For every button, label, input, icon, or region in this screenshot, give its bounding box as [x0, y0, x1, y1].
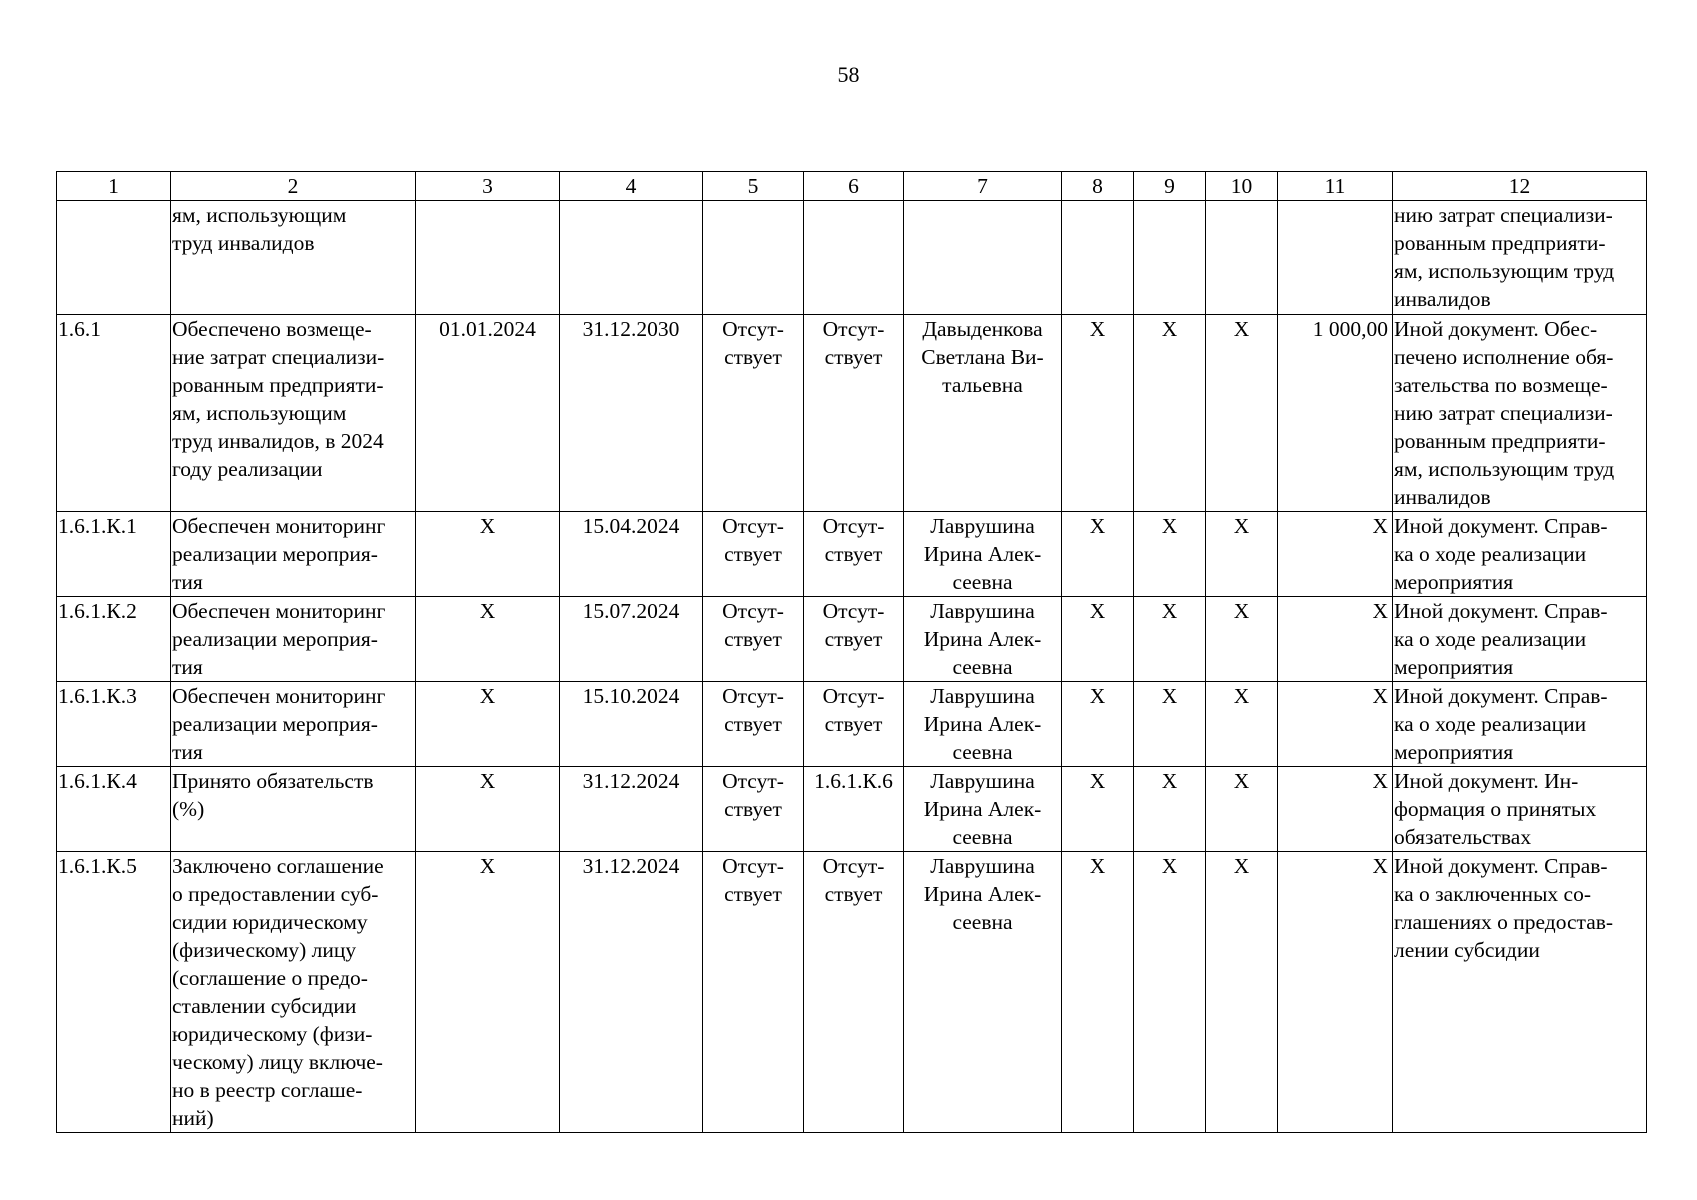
row-number: 1.6.1 — [57, 315, 171, 512]
row-number: 1.6.1.К.4 — [57, 767, 171, 852]
row-end-date: 31.12.2030 — [560, 315, 703, 512]
row-end-date — [560, 201, 703, 315]
row-description: Обеспечен мониторинг реализации мероприя- тия — [171, 512, 416, 597]
row-predecessor: Отсут- ствует — [703, 682, 804, 767]
table-row — [57, 682, 1647, 767]
row-end-date: 15.04.2024 — [560, 512, 703, 597]
row-document: нию затрат специализи- рованным предприяти- ям, использующим труд инвалидов — [1393, 201, 1647, 315]
row-start-date: Х — [416, 597, 560, 682]
row-number — [57, 201, 171, 315]
row-col9: Х — [1134, 512, 1206, 597]
row-col10: Х — [1206, 767, 1278, 852]
row-document: Иной документ. Обес- печено исполнение обя- зательства по возмеще- нию затрат специализи- рованным предприяти- ям, использующим труд инвалидов — [1393, 315, 1647, 512]
row-document: Иной документ. Справ- ка о ходе реализации мероприятия — [1393, 682, 1647, 767]
row-description: Заключено соглашение о предоставлении суб- сидии юридическому (физическому) лицу (соглашение о предо- ставлении субсидии юридическому (физи- ческому) лицу включе- но в реестр соглаше- ний) — [171, 852, 416, 1133]
column-header: 6 — [804, 172, 904, 201]
row-responsible: Лаврушина Ирина Алек- сеевна — [904, 767, 1062, 852]
row-responsible: Лаврушина Ирина Алек- сеевна — [904, 512, 1062, 597]
row-document: Иной документ. Ин- формация о принятых обязательствах — [1393, 767, 1647, 852]
row-responsible: Лаврушина Ирина Алек- сеевна — [904, 852, 1062, 1133]
row-start-date — [416, 201, 560, 315]
row-amount: 1 000,00 — [1278, 315, 1393, 512]
column-header: 3 — [416, 172, 560, 201]
row-col8: Х — [1062, 682, 1134, 767]
column-header: 10 — [1206, 172, 1278, 201]
row-col10 — [1206, 201, 1278, 315]
row-document: Иной документ. Справ- ка о ходе реализации мероприятия — [1393, 597, 1647, 682]
row-number: 1.6.1.К.2 — [57, 597, 171, 682]
table-header — [57, 172, 1647, 201]
row-start-date: Х — [416, 682, 560, 767]
row-successor: 1.6.1.К.6 — [804, 767, 904, 852]
row-successor: Отсут- ствует — [804, 682, 904, 767]
row-amount: Х — [1278, 512, 1393, 597]
row-responsible: Давыденкова Светлана Ви- тальевна — [904, 315, 1062, 512]
row-amount: Х — [1278, 767, 1393, 852]
row-end-date: 31.12.2024 — [560, 767, 703, 852]
row-description: Принято обязательств (%) — [171, 767, 416, 852]
row-end-date: 15.07.2024 — [560, 597, 703, 682]
column-header: 7 — [904, 172, 1062, 201]
column-header: 2 — [171, 172, 416, 201]
row-description: Обеспечено возмеще- ние затрат специализи- рованным предприяти- ям, использующим труд инвалидов, в 2024 году реализации — [171, 315, 416, 512]
table-row — [57, 597, 1647, 682]
column-header: 12 — [1393, 172, 1647, 201]
row-description: ям, использующим труд инвалидов — [171, 201, 416, 315]
row-successor: Отсут- ствует — [804, 512, 904, 597]
row-predecessor: Отсут- ствует — [703, 512, 804, 597]
row-col10: Х — [1206, 852, 1278, 1133]
row-amount: Х — [1278, 682, 1393, 767]
row-responsible: Лаврушина Ирина Алек- сеевна — [904, 597, 1062, 682]
row-description: Обеспечен мониторинг реализации мероприя- тия — [171, 682, 416, 767]
row-start-date: Х — [416, 852, 560, 1133]
page-number: 58 — [837, 62, 860, 87]
row-col9: Х — [1134, 597, 1206, 682]
row-col10: Х — [1206, 597, 1278, 682]
row-number: 1.6.1.К.5 — [57, 852, 171, 1133]
row-col9: Х — [1134, 852, 1206, 1133]
column-header: 8 — [1062, 172, 1134, 201]
row-start-date: Х — [416, 767, 560, 852]
row-col8: Х — [1062, 315, 1134, 512]
table-row — [57, 852, 1647, 1133]
row-col8 — [1062, 201, 1134, 315]
row-number: 1.6.1.К.3 — [57, 682, 171, 767]
row-predecessor: Отсут- ствует — [703, 767, 804, 852]
row-responsible: Лаврушина Ирина Алек- сеевна — [904, 682, 1062, 767]
row-end-date: 15.10.2024 — [560, 682, 703, 767]
row-successor — [804, 201, 904, 315]
table-row — [57, 315, 1647, 512]
column-header: 4 — [560, 172, 703, 201]
row-successor: Отсут- ствует — [804, 852, 904, 1133]
row-col8: Х — [1062, 767, 1134, 852]
row-col9: Х — [1134, 767, 1206, 852]
column-header: 5 — [703, 172, 804, 201]
row-col10: Х — [1206, 512, 1278, 597]
row-amount: Х — [1278, 852, 1393, 1133]
column-header: 9 — [1134, 172, 1206, 201]
row-predecessor: Отсут- ствует — [703, 597, 804, 682]
row-col10: Х — [1206, 682, 1278, 767]
row-col9: Х — [1134, 315, 1206, 512]
row-successor: Отсут- ствует — [804, 315, 904, 512]
row-predecessor: Отсут- ствует — [703, 852, 804, 1133]
table-row — [57, 767, 1647, 852]
row-predecessor — [703, 201, 804, 315]
table-row — [57, 512, 1647, 597]
row-successor: Отсут- ствует — [804, 597, 904, 682]
plan-table — [56, 171, 1647, 1133]
row-responsible — [904, 201, 1062, 315]
row-col9: Х — [1134, 682, 1206, 767]
table-row — [57, 201, 1647, 315]
row-predecessor: Отсут- ствует — [703, 315, 804, 512]
row-start-date: Х — [416, 512, 560, 597]
row-col8: Х — [1062, 512, 1134, 597]
table-body — [57, 201, 1647, 1133]
column-header: 11 — [1278, 172, 1393, 201]
row-amount — [1278, 201, 1393, 315]
column-header: 1 — [57, 172, 171, 201]
row-col8: Х — [1062, 852, 1134, 1133]
row-number: 1.6.1.К.1 — [57, 512, 171, 597]
row-amount: Х — [1278, 597, 1393, 682]
header-row — [57, 172, 1647, 201]
row-end-date: 31.12.2024 — [560, 852, 703, 1133]
row-col8: Х — [1062, 597, 1134, 682]
row-col9 — [1134, 201, 1206, 315]
row-description: Обеспечен мониторинг реализации мероприя- тия — [171, 597, 416, 682]
row-start-date: 01.01.2024 — [416, 315, 560, 512]
row-col10: Х — [1206, 315, 1278, 512]
row-document: Иной документ. Справ- ка о заключенных со- глашениях о предостав- лении субсидии — [1393, 852, 1647, 1133]
row-document: Иной документ. Справ- ка о ходе реализации мероприятия — [1393, 512, 1647, 597]
